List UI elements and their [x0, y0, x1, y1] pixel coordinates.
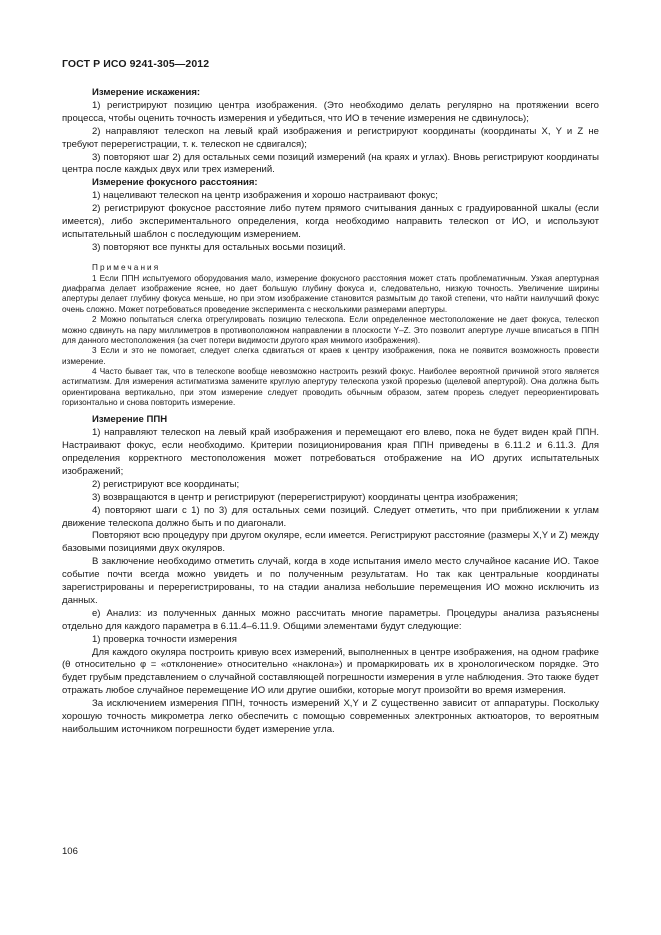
section-heading-ppn: Измерение ППН	[92, 414, 168, 426]
page-number: 106	[62, 846, 78, 857]
note-item: 4 Часто бывает так, что в телескопе вообще невозможно настроить резкий фокус. Наиболее вероятной причиной этого является астигматизм. Для измерения астигматизма замените круглую апертуру телескопа узкой прорезью (щелевой апертурой). Она должна быть ориентирована вертикально, при этом измерение следует проводить обычным образом, затем прорезь следует переориентировать горизонтально и снова повторить измерение.	[62, 366, 599, 407]
section-heading-distortion: Измерение искажения:	[92, 87, 201, 98]
list-item: 1) нацеливают телескоп на центр изображения и хорошо настраивают фокус;	[92, 190, 438, 202]
paragraph: В заключение необходимо отметить случай, когда в ходе испытания имело место случайное касание ИО. Такое событие почти всегда можно увидеть и по полученным результатам. Но так как центральные координаты зарегистрированы и перерегистрированы, то на стадии анализа небольшие перемещения ИО можно исключить из данных.	[62, 556, 599, 606]
paragraph: 1) проверка точности измерения	[92, 633, 237, 645]
list-item: 1) направляют телескоп на левый край изображения и перемещают его влево, пока не будет виден край ППН. Настраивают фокус, если необходимо. Критерии позиционирования края ППН приведены в 6.11.2 и 6.11.3. Для определения корректного местоположения может потребоваться отображение на ИО других испытательных изображений;	[62, 427, 599, 477]
notes-block	[62, 262, 599, 408]
note-item: 2 Можно попытаться слегка отрегулировать позицию телескопа. Если определенное местоположение не дает фокуса, телескоп можно сдвинуть на пару миллиметров в противоположном направлении в плоскости Y–Z. Это позволит апертуре лучше вписаться в ППН для данного местоположения (за счет потери видимости другого края мнимого изображения).	[62, 315, 599, 345]
notes-title: Примечания	[92, 262, 161, 272]
note-item: 1 Если ППН испытуемого оборудования мало, измерение фокусного расстояния может стать проблематичным. Узкая апертурная диафрагма делает изображение яснее, но дает большую глубину фокуса и, следовательно, низкую точность. Увеличение ширины апертуры делает глубину фокуса меньше, но при этом изображение становится размытым до такой степени, что найти наилучший фокус очень сложно. Может потребоваться проведение эксперимента с несколькими размерами апертуры.	[62, 273, 599, 314]
note-item: 3 Если и это не помогает, следует слегка сдвигаться от краев к центру изображения, пока не появится возможность провести измерение.	[62, 346, 599, 366]
paragraph: За исключением измерения ППН, точность измерений X,Y и Z существенно зависит от аппаратуры. Поскольку хорошую точность микрометра легко обеспечить с помощью современных электронных актюаторов, то вероятным наибольшим источником погрешности будет измерение угла.	[62, 698, 599, 735]
section-heading-focal: Измерение фокусного расстояния:	[92, 177, 258, 189]
list-item: 3) повторяют все пункты для остальных восьми позиций.	[92, 241, 346, 253]
list-item: 2) регистрируют все координаты;	[92, 478, 240, 490]
paragraph: Для каждого окуляра построить кривую всех измерений, выполненных в центре изображения, на одном графике (θ относительно φ = «отклонение» относительно «наклона») и промаркировать их в хронологическом порядке. Это будет грубым представлением о случайной составляющей погрешности измерения в угле наблюдения. Это также будет отражать любое случайное перемещение ИО или другие ошибки, которые могут произойти во время измерения.	[62, 646, 599, 697]
list-item: 2) регистрируют фокусное расстояние либо путем прямого считывания данных с градуированной шкалы (если имеется), либо экспериментального определения, когда необходимо направить телескоп от ИО, и используют испытательный шаблон с последующим измерением.	[62, 203, 599, 240]
list-item: 3) возвращаются в центр и регистрируют (перерегистрируют) координаты центра изображения;	[92, 491, 519, 503]
list-item: 4) повторяют шаги с 1) по 3) для остальных семи позиций. Следует отметить, что при приближении к углам движение телескопа должно быть и по диагонали.	[62, 504, 599, 529]
paragraph: Повторяют всю процедуру при другом окуляре, если имеется. Регистрируют расстояние (размеры X,Y и Z) между базовыми позициями двух окуляров.	[62, 530, 599, 555]
list-item: 1) регистрируют позицию центра изображения. (Это необходимо делать регулярно на протяжении всего процесса, чтобы оценить точность измерения и убедиться, что ИО в течение измерения не сдвинулось);	[62, 99, 599, 124]
paragraph: e) Анализ: из полученных данных можно рассчитать многие параметры. Процедуры анализа разъяснены отдельно для каждого параметра в 6.11.4–6.11.9. Общими элементами будут следующие:	[62, 607, 599, 632]
list-item: 3) повторяют шаг 2) для остальных семи позиций измерений (на краях и углах). Вновь регистрируют координаты центра после каждых двух или трех измерений.	[62, 151, 599, 176]
document-header: ГОСТ Р ИСО 9241-305—2012	[62, 58, 210, 70]
list-item: 2) направляют телескоп на левый край изображения и регистрируют координаты (координаты X, Y и Z не требуют перерегистрации, т. к. телескоп не сдвигался);	[62, 125, 599, 150]
